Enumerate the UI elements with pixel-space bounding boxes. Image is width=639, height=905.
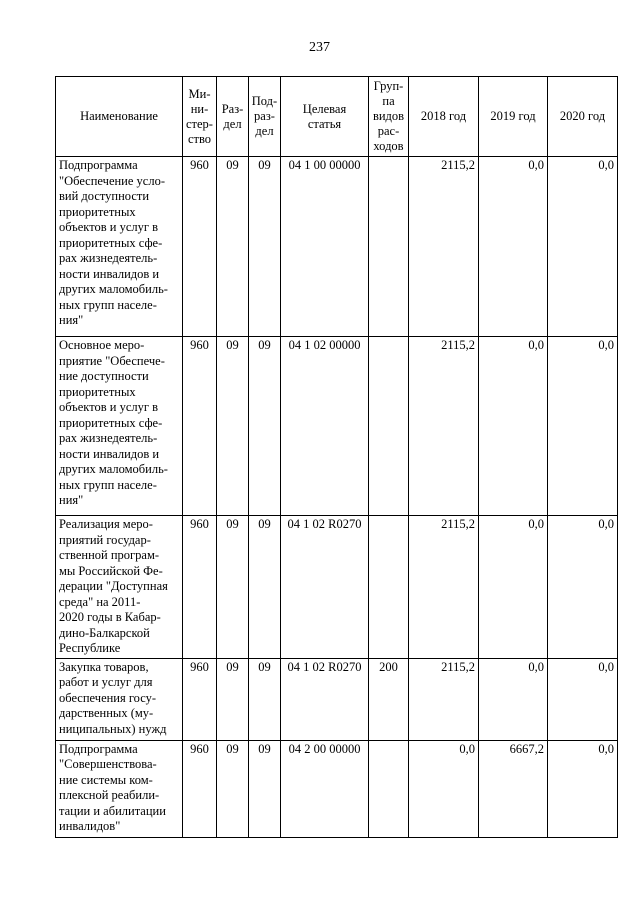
cell-expense-group: 200: [369, 658, 409, 740]
cell-section: 09: [217, 157, 249, 337]
name-line: ных групп населе-: [59, 477, 157, 492]
cell-2018: 0,0: [409, 740, 479, 837]
name-line: Реализация меро-: [59, 517, 153, 531]
header-row: [56, 77, 618, 157]
cell-2019: 0,0: [479, 157, 548, 337]
header-target-article: [281, 77, 369, 157]
header-expense-group: [369, 77, 409, 157]
cell-2020: 0,0: [548, 337, 618, 516]
cell-subsection: 09: [249, 516, 281, 659]
name-line: мы Российской Фе-: [59, 563, 163, 578]
name-line: рах жизнедеятель-: [59, 251, 158, 265]
cell-2020: 0,0: [548, 516, 618, 659]
name-line: дарственных (му-: [59, 706, 154, 720]
name-line: ности инвалидов и: [59, 266, 160, 281]
name-line: 2020 годы в Кабар-: [59, 610, 161, 624]
table-row: [56, 740, 618, 837]
name-line: ниципальных) нужд: [59, 721, 167, 736]
name-line: "Совершенствова-: [59, 757, 157, 771]
name-line: приоритетных сфе-: [59, 415, 163, 430]
table-row: [56, 516, 618, 659]
name-line: объектов и услуг в: [59, 220, 159, 234]
cell-2019: 0,0: [479, 337, 548, 516]
header-line: стер-: [186, 116, 213, 131]
cell-name: [56, 740, 183, 837]
table-row: [56, 337, 618, 516]
header-line: рас-: [377, 124, 400, 138]
cell-target-article: 04 1 00 00000: [281, 157, 369, 337]
header-line: Под-: [251, 94, 278, 108]
cell-name: [56, 658, 183, 740]
header-2019: [479, 77, 548, 157]
name-line: других маломобиль-: [59, 462, 168, 476]
header-line: ходов: [373, 139, 404, 153]
header-2020: [548, 77, 618, 157]
cell-2019: 6667,2: [479, 740, 548, 837]
cell-target-article: 04 1 02 00000: [281, 337, 369, 516]
cell-subsection: 09: [249, 157, 281, 337]
page-number: 237: [309, 40, 330, 55]
cell-name: [56, 337, 183, 516]
cell-ministry: 960: [183, 740, 217, 837]
header-line: дел: [255, 124, 274, 138]
cell-2018: 2115,2: [409, 157, 479, 337]
name-line: Закупка товаров,: [59, 659, 149, 674]
cell-expense-group: [369, 157, 409, 337]
name-line: ных групп населе-: [59, 297, 157, 312]
cell-2018: 2115,2: [409, 658, 479, 740]
name-line: ности инвалидов и: [59, 446, 160, 461]
header-2018: [409, 77, 479, 157]
name-line: ние системы ком-: [59, 772, 153, 787]
header-line: 2018 год: [420, 109, 467, 123]
name-line: вий доступности: [59, 189, 150, 203]
cell-target-article: 04 1 02 R0270: [281, 516, 369, 659]
cell-ministry: 960: [183, 337, 217, 516]
cell-ministry: 960: [183, 157, 217, 337]
cell-2018: 2115,2: [409, 337, 479, 516]
cell-target-article: 04 1 02 R0270: [281, 658, 369, 740]
cell-ministry: 960: [183, 516, 217, 659]
name-line: ственной програм-: [59, 548, 160, 562]
header-line: ни-: [190, 101, 209, 116]
header-section: [217, 77, 249, 157]
header-line: па: [382, 94, 395, 108]
header-line: Раз-: [221, 101, 244, 116]
cell-target-article: 04 2 00 00000: [281, 740, 369, 837]
table-row: [56, 658, 618, 740]
cell-name: [56, 516, 183, 659]
cell-expense-group: [369, 516, 409, 659]
name-line: "Обеспечение усло-: [59, 173, 165, 188]
name-line: инвалидов": [59, 819, 121, 833]
table-row: [56, 157, 618, 337]
name-line: Республике: [59, 641, 121, 655]
header-line: Наименование: [80, 109, 158, 123]
name-line: Подпрограмма: [59, 741, 138, 756]
header-line: видов: [372, 109, 405, 123]
name-line: приоритетных: [59, 384, 136, 399]
name-line: рах жизнедеятель-: [59, 431, 158, 445]
cell-subsection: 09: [249, 337, 281, 516]
name-line: ния": [59, 313, 84, 327]
header-line: ство: [187, 131, 212, 146]
header-line: Груп-: [373, 79, 404, 93]
name-line: Подпрограмма: [59, 158, 138, 172]
header-line: 2020 год: [559, 109, 606, 123]
cell-section: 09: [217, 516, 249, 659]
name-line: приятие "Обеспече-: [59, 353, 165, 368]
header-subsection: [249, 77, 281, 157]
header-ministry: [183, 77, 217, 157]
name-line: приоритетных: [59, 204, 136, 219]
cell-name: [56, 157, 183, 337]
cell-subsection: 09: [249, 658, 281, 740]
cell-2020: 0,0: [548, 658, 618, 740]
header-line: раз-: [254, 109, 275, 123]
cell-section: 09: [217, 658, 249, 740]
budget-table: [55, 76, 618, 838]
header-line: Целевая: [302, 101, 347, 116]
cell-2018: 2115,2: [409, 516, 479, 659]
name-line: приоритетных сфе-: [59, 235, 163, 250]
cell-2020: 0,0: [548, 157, 618, 337]
name-line: дерации "Доступная: [59, 579, 168, 593]
header-line: Ми-: [188, 86, 211, 101]
cell-section: 09: [217, 740, 249, 837]
name-line: ния": [59, 493, 84, 507]
cell-ministry: 960: [183, 658, 217, 740]
name-line: объектов и услуг в: [59, 400, 159, 414]
name-line: обеспечения госу-: [59, 690, 157, 705]
cell-subsection: 09: [249, 740, 281, 837]
name-line: дино-Балкарской: [59, 625, 150, 640]
name-line: приятий государ-: [59, 532, 151, 547]
name-line: среда" на 2011-: [59, 594, 141, 609]
header-line: 2019 год: [490, 109, 536, 123]
name-line: работ и услуг для: [59, 675, 153, 689]
name-line: других маломобиль-: [59, 282, 168, 296]
name-line: ние доступности: [59, 369, 149, 383]
name-line: Основное меро-: [59, 338, 145, 352]
header-line: дел: [223, 116, 242, 131]
cell-2019: 0,0: [479, 516, 548, 659]
header-line: статья: [307, 116, 342, 131]
name-line: плексной реабили-: [59, 788, 160, 802]
cell-expense-group: [369, 337, 409, 516]
cell-section: 09: [217, 337, 249, 516]
name-line: тации и абилитации: [59, 803, 166, 818]
header-name: [56, 77, 183, 157]
cell-2019: 0,0: [479, 658, 548, 740]
cell-expense-group: [369, 740, 409, 837]
cell-2020: 0,0: [548, 740, 618, 837]
